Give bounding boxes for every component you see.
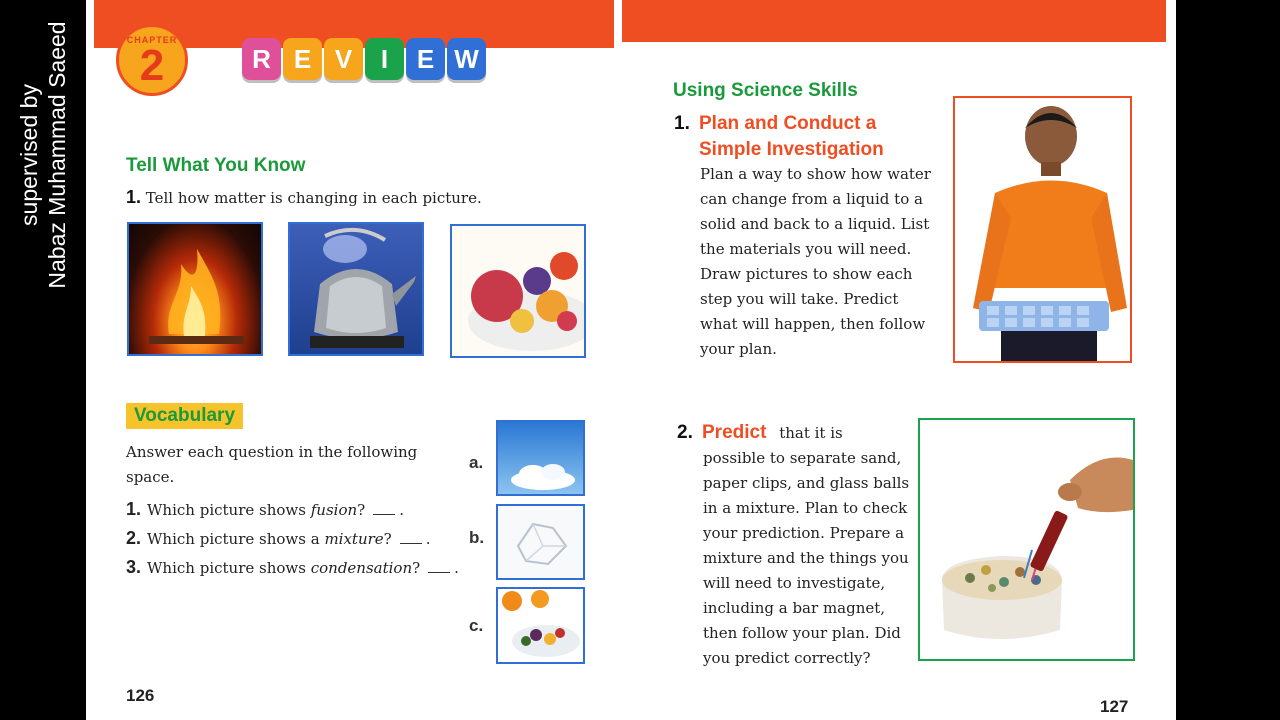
letter-c: c. [469, 616, 484, 635]
item2-title: Predict [702, 422, 767, 443]
vocabulary-heading: Vocabulary [126, 403, 243, 429]
vocab-question-1: 1. Which picture shows fusion? . [126, 499, 404, 519]
skills-heading: Using Science Skills [673, 80, 858, 101]
right-page [620, 0, 1176, 720]
letter-a: a. [469, 453, 484, 472]
header-red-bar-right [622, 0, 1166, 42]
tell-item-text: Tell how matter is changing in each picture. [145, 189, 482, 207]
fruit-photo [450, 224, 586, 358]
item1-title: Plan and Conduct a Simple Investigation [699, 113, 884, 160]
review-letter-r: R [242, 38, 281, 80]
review-letter-v: V [324, 38, 363, 80]
fire-photo [127, 222, 263, 356]
review-title [242, 38, 488, 84]
watermark [0, 0, 86, 720]
left-page [86, 0, 620, 720]
review-letter-w: W [447, 38, 486, 80]
vocabulary-intro: Answer each question in the following space. [126, 443, 418, 486]
review-letter-e2: E [406, 38, 445, 80]
watermark-text [15, 21, 71, 288]
chapter-badge [116, 24, 188, 96]
vocab-question-3: 3. Which picture shows condensation? . [126, 557, 459, 577]
tell-item [126, 185, 482, 211]
review-letter-i: I [365, 38, 404, 80]
item2-body: possible to separate sand, paper clips, and glass balls in a mixture. Plan to check your prediction. Prepare a mixture and the things you will need to investigate, including a bar magnet, then follow your plan. Did you predict correctly? [703, 449, 910, 667]
item2-number: 2. [677, 422, 693, 443]
page-number-right: 127 [1100, 697, 1129, 716]
item1-number: 1. [674, 113, 690, 134]
page-number-left: 126 [126, 686, 155, 705]
magnet-mixture-photo [918, 418, 1135, 661]
sky-clouds-photo [496, 420, 585, 496]
boy-ice-tray-photo [953, 96, 1132, 363]
kettle-photo [288, 222, 424, 356]
chapter-number: 2 [139, 41, 165, 90]
item2-first-text: that it is [779, 424, 843, 442]
item2-first-line [702, 420, 843, 446]
fruit-mixture-photo [496, 587, 585, 664]
chapter-word: CHAPTER [126, 35, 178, 45]
watermark-line2: Nabaz Muhammad Saeed [44, 21, 70, 289]
letter-b: b. [469, 528, 485, 547]
tell-heading: Tell What You Know [126, 155, 306, 176]
ice-photo [496, 504, 585, 580]
vocab-question-2: 2. Which picture shows a mixture? . [126, 528, 431, 548]
review-letter-e1: E [283, 38, 322, 80]
item1-body: Plan a way to show how water can change from a liquid to a solid and back to a liquid. List the materials you will need. Draw pictures to show each step you will take. Predict what will happen, then follow your plan. [700, 165, 931, 358]
watermark-line1: supervised by [16, 84, 42, 226]
tell-item-number: 1. [126, 187, 142, 207]
